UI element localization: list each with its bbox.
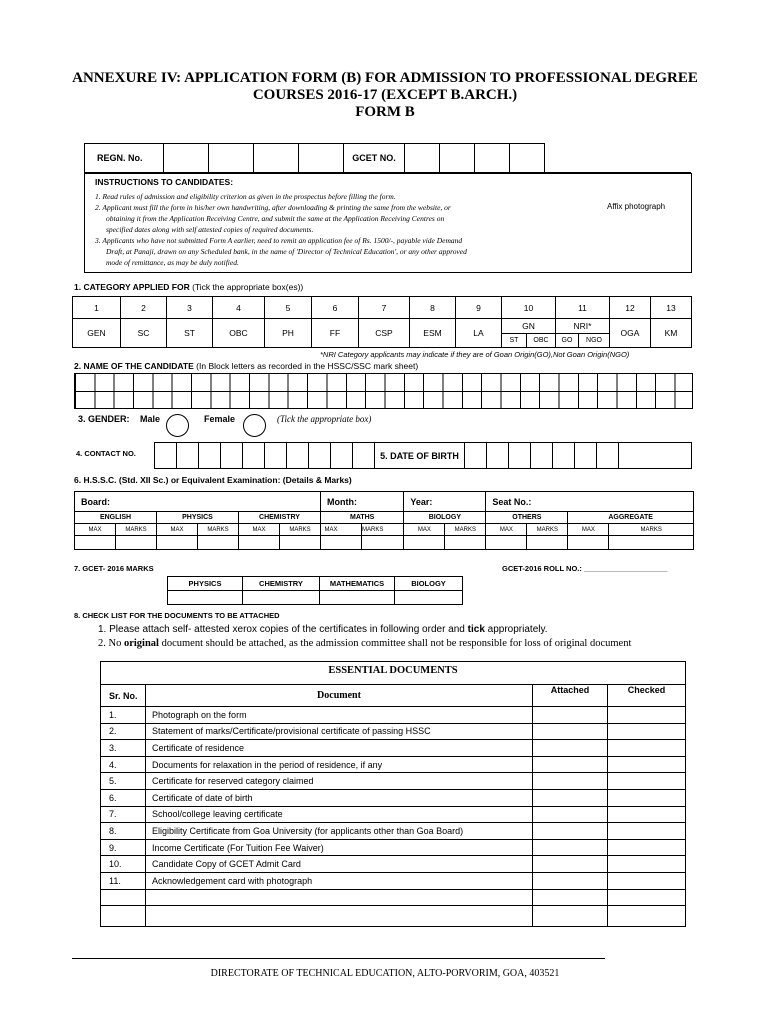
- document-name: Eligibility Certificate from Goa University (for applicants other than Goa Board): [146, 823, 533, 840]
- hssc-cell: [341, 524, 362, 536]
- name-heading: 2. NAME OF THE CANDIDATE (In Block letters as recorded in the HSSC/SSC mark sheet): [74, 361, 419, 371]
- contact-box[interactable]: [199, 443, 221, 469]
- document-attached-checkbox[interactable]: [533, 740, 608, 757]
- instruction-item: mode of remittance, as may be duly notified.: [106, 258, 239, 267]
- name-boxes[interactable]: [74, 373, 693, 409]
- category-number: 7: [359, 297, 410, 319]
- document-name: Certificate of residence: [146, 740, 533, 757]
- document-sr-no: 10.: [101, 856, 146, 873]
- hssc-board[interactable]: Board:: [75, 492, 321, 512]
- hssc-mark-cell[interactable]: [198, 536, 239, 550]
- document-attached-checkbox[interactable]: [533, 707, 608, 724]
- instruction-item: 3. Applicants who have not submitted Form A earlier, need to remit an application fee of Rs. 1500/-, payable vide Demand: [95, 236, 463, 245]
- gcet-subject: BIOLOGY: [395, 577, 463, 591]
- contact-box[interactable]: [331, 443, 353, 469]
- hssc-heading: 6. H.S.S.C. (Std. XII Sc.) or Equivalent Examination: (Details & Marks): [74, 475, 352, 485]
- contact-label: 4. CONTACT NO.: [76, 449, 136, 458]
- document-sr-no: 9.: [101, 839, 146, 856]
- document-checked-checkbox[interactable]: [608, 856, 686, 873]
- document-attached-checkbox[interactable]: [533, 789, 608, 806]
- gender-male-radio[interactable]: [166, 414, 189, 437]
- dob-box[interactable]: [575, 443, 597, 469]
- document-attached-checkbox[interactable]: [533, 889, 608, 906]
- document-attached-checkbox[interactable]: [533, 773, 608, 790]
- document-row: [101, 906, 686, 927]
- hssc-mark-cell[interactable]: [321, 536, 362, 550]
- footer-rule: [72, 958, 605, 959]
- document-attached-checkbox[interactable]: [533, 839, 608, 856]
- dob-box[interactable]: [465, 443, 487, 469]
- document-sr-no: 8.: [101, 823, 146, 840]
- category-la[interactable]: LA: [456, 319, 502, 348]
- contact-box[interactable]: [309, 443, 331, 469]
- document-row: [101, 823, 686, 840]
- hssc-marks-header: MARKS: [609, 524, 694, 536]
- dob-box[interactable]: [509, 443, 531, 469]
- category-number: 2: [121, 297, 167, 319]
- form-title-line2: COURSES 2016-17 (EXCEPT B.ARCH.): [252, 87, 518, 103]
- category-number: 13: [651, 297, 692, 319]
- document-checked-checkbox[interactable]: [608, 906, 686, 927]
- document-row: [101, 773, 686, 790]
- category-number: 4: [213, 297, 265, 319]
- hssc-max-header: MAX: [404, 524, 445, 536]
- contact-box[interactable]: [155, 443, 177, 469]
- document-checked-checkbox[interactable]: [608, 740, 686, 757]
- contact-dob-table: [154, 442, 692, 469]
- document-attached-checkbox[interactable]: [533, 756, 608, 773]
- regn-row: [84, 143, 691, 173]
- document-checked-checkbox[interactable]: [608, 773, 686, 790]
- document-row: [101, 889, 686, 906]
- nri-note: *NRI Category applicants may indicate if they are of Goan Origin(GO),Not Goan Origin(NGO): [320, 350, 630, 359]
- category-gn: GN: [502, 319, 556, 333]
- footer-address: DIRECTORATE OF TECHNICAL EDUCATION, ALTO-PORVORIM, GOA, 403521: [210, 968, 560, 979]
- hssc-year[interactable]: Year:: [404, 492, 486, 512]
- document-name: Statement of marks/Certificate/provisional certificate of passing HSSC: [146, 723, 533, 740]
- hssc-marks-header: MARKS: [116, 524, 157, 536]
- document-name: Certificate for reserved category claimed: [146, 773, 533, 790]
- gcet-marks-label: 7. GCET- 2016 MARKS: [74, 564, 154, 573]
- instruction-item: specified dates along with self attested copies of required documents.: [106, 225, 314, 234]
- document-row: [101, 806, 686, 823]
- category-esm[interactable]: ESM: [410, 319, 456, 348]
- gcet-mark-cell[interactable]: [168, 591, 243, 605]
- hssc-subject: OTHERS: [486, 512, 568, 524]
- hssc-marks-header: MARKS: [445, 524, 486, 536]
- dob-box[interactable]: [531, 443, 553, 469]
- document-sr-no: 1.: [101, 707, 146, 724]
- category-st[interactable]: ST: [167, 319, 213, 348]
- document-checked-checkbox[interactable]: [608, 723, 686, 740]
- document-attached-checkbox[interactable]: [533, 823, 608, 840]
- category-gen[interactable]: GEN: [73, 319, 121, 348]
- category-number: 8: [410, 297, 456, 319]
- document-checked-checkbox[interactable]: [608, 839, 686, 856]
- contact-box[interactable]: [353, 443, 375, 469]
- hssc-mark-cell[interactable]: [280, 536, 321, 550]
- regn-box[interactable]: [164, 144, 209, 173]
- form-title-line1: ANNEXURE IV: APPLICATION FORM (B) FOR ADMISSION TO PROFESSIONAL DEGREE: [72, 70, 698, 86]
- gcet-mark-cell[interactable]: [243, 591, 320, 605]
- document-row: [101, 839, 686, 856]
- document-attached-checkbox[interactable]: [533, 806, 608, 823]
- category-number: 10: [502, 297, 556, 319]
- document-attached-checkbox[interactable]: [533, 856, 608, 873]
- document-sr-no: [101, 889, 146, 906]
- form-title-line3: FORM B: [355, 104, 415, 120]
- gcet-box[interactable]: [440, 144, 475, 173]
- category-number: 12: [610, 297, 651, 319]
- document-checked-checkbox[interactable]: [608, 707, 686, 724]
- hssc-mark-cell[interactable]: [239, 536, 280, 550]
- gcet-label: GCET NO.: [344, 144, 405, 173]
- document-checked-checkbox[interactable]: [608, 823, 686, 840]
- hssc-subject: AGGREGATE: [568, 512, 694, 524]
- dob-box[interactable]: [619, 443, 692, 469]
- regn-box[interactable]: [299, 144, 344, 173]
- category-oga[interactable]: OGA: [610, 319, 651, 348]
- document-name: Candidate Copy of GCET Admit Card: [146, 856, 533, 873]
- document-row: [101, 723, 686, 740]
- category-number: 3: [167, 297, 213, 319]
- dob-box[interactable]: [553, 443, 575, 469]
- document-name: Income Certificate (For Tuition Fee Waiver): [146, 839, 533, 856]
- instruction-item: obtaining it from the Application Receiving Centre, and submit the same at the Application Receiving Centres on: [106, 214, 445, 223]
- instructions-heading: INSTRUCTIONS TO CANDIDATES:: [95, 177, 234, 187]
- hssc-max-header: MAX: [486, 524, 527, 536]
- document-sr-no: [101, 906, 146, 927]
- hssc-mark-cell[interactable]: [157, 536, 198, 550]
- dob-box[interactable]: [487, 443, 509, 469]
- hssc-mark-cell[interactable]: [486, 536, 527, 550]
- hssc-subject: CHEMISTRY: [239, 512, 321, 524]
- category-csp[interactable]: CSP: [359, 319, 410, 348]
- document-attached-checkbox[interactable]: [533, 906, 608, 927]
- document-row: [101, 789, 686, 806]
- hssc-marks-header: MARKS: [198, 524, 239, 536]
- gcet-marks-table: [167, 576, 463, 605]
- essential-documents-title: ESSENTIAL DOCUMENTS: [101, 662, 686, 685]
- document-name: Certificate of date of birth: [146, 789, 533, 806]
- document-attached-checkbox[interactable]: [533, 872, 608, 889]
- document-checked-checkbox[interactable]: [608, 889, 686, 906]
- dob-box[interactable]: [597, 443, 619, 469]
- gender-label: 3. GENDER:: [78, 414, 130, 424]
- category-heading: 1. CATEGORY APPLIED FOR (Tick the appropriate box(es)): [74, 282, 304, 292]
- hssc-max-header: MAX: [157, 524, 198, 536]
- dob-label: 5. DATE OF BIRTH: [375, 443, 465, 469]
- document-row: [101, 740, 686, 757]
- gcet-mark-cell[interactable]: [395, 591, 463, 605]
- hssc-max-header: MAX: [321, 524, 342, 536]
- col-sr-header: Sr. No.: [101, 685, 146, 707]
- hssc-mark-cell[interactable]: [75, 536, 116, 550]
- category-nri-go[interactable]: GO: [556, 333, 579, 347]
- hssc-cell: [383, 524, 404, 536]
- document-checked-checkbox[interactable]: [608, 872, 686, 889]
- checklist-instruction-1: 1. Please attach self- attested xerox copies of the certificates in following order and tick appropriately.: [98, 624, 548, 635]
- contact-box[interactable]: [177, 443, 199, 469]
- category-number: 11: [556, 297, 610, 319]
- category-sc[interactable]: SC: [121, 319, 167, 348]
- instruction-item: 2. Applicant must fill the form in his/her own handwriting, after downloading & printing the same from the website, or: [95, 203, 451, 212]
- gender-male-label: Male: [140, 414, 161, 424]
- photo-placeholder[interactable]: Affix photograph: [607, 202, 666, 211]
- hssc-table: [74, 491, 694, 550]
- gcet-subject: MATHEMATICS: [320, 577, 395, 591]
- gcet-mark-cell[interactable]: [320, 591, 395, 605]
- document-checked-checkbox[interactable]: [608, 806, 686, 823]
- document-checked-checkbox[interactable]: [608, 756, 686, 773]
- col-attached-header: Attached: [533, 685, 608, 707]
- instruction-item: 1. Read rules of admission and eligibility criterion as given in the prospectus before filling the form.: [95, 192, 396, 201]
- document-sr-no: 11.: [101, 872, 146, 889]
- document-name: School/college leaving certificate: [146, 806, 533, 823]
- regn-box[interactable]: [254, 144, 299, 173]
- document-name: Acknowledgement card with photograph: [146, 872, 533, 889]
- contact-box[interactable]: [287, 443, 309, 469]
- regn-label: REGN. No.: [85, 144, 164, 173]
- essential-documents-table: [100, 661, 686, 927]
- document-row: [101, 856, 686, 873]
- gcet-box[interactable]: [475, 144, 510, 173]
- gender-female-radio[interactable]: [243, 414, 266, 437]
- document-name: Documents for relaxation in the period of residence, if any: [146, 756, 533, 773]
- category-nri-ngo[interactable]: NGO: [579, 333, 610, 347]
- contact-box[interactable]: [265, 443, 287, 469]
- checklist-heading: 8. CHECK LIST FOR THE DOCUMENTS TO BE ATTACHED: [74, 611, 280, 620]
- document-sr-no: 4.: [101, 756, 146, 773]
- regn-spacer: [545, 144, 692, 173]
- category-nri: NRI*: [556, 319, 610, 333]
- col-checked-header: Checked: [608, 685, 686, 707]
- document-sr-no: 3.: [101, 740, 146, 757]
- instruction-item: Draft, at Panaji, drawn on any Scheduled bank, in the name of 'Director of Technical Education', or any other approved: [106, 247, 467, 256]
- hssc-mark-cell[interactable]: [568, 536, 609, 550]
- hssc-subject: BIOLOGY: [404, 512, 486, 524]
- document-row: [101, 707, 686, 724]
- hssc-mark-cell[interactable]: [527, 536, 568, 550]
- category-km[interactable]: KM: [651, 319, 692, 348]
- document-attached-checkbox[interactable]: [533, 723, 608, 740]
- document-row: [101, 872, 686, 889]
- category-number: 1: [73, 297, 121, 319]
- hssc-marks-header: MARKS: [362, 524, 384, 536]
- hssc-mark-cell[interactable]: [362, 536, 404, 550]
- hssc-mark-cell[interactable]: [404, 536, 445, 550]
- document-sr-no: 2.: [101, 723, 146, 740]
- category-number: 5: [265, 297, 312, 319]
- hssc-month[interactable]: Month:: [321, 492, 404, 512]
- hssc-marks-header: MARKS: [527, 524, 568, 536]
- category-ff[interactable]: FF: [312, 319, 359, 348]
- hssc-seat[interactable]: Seat No.:: [486, 492, 694, 512]
- category-obc[interactable]: OBC: [213, 319, 265, 348]
- checklist-instruction-2: 2. No original document should be attached, as the admission committee shall not be responsible for loss of original document: [98, 638, 632, 649]
- hssc-max-header: MAX: [568, 524, 609, 536]
- category-table: [72, 296, 692, 348]
- category-number: 9: [456, 297, 502, 319]
- hssc-marks-header: MARKS: [280, 524, 321, 536]
- gender-female-label: Female: [204, 414, 236, 424]
- regn-box[interactable]: [209, 144, 254, 173]
- document-sr-no: 7.: [101, 806, 146, 823]
- gcet-box[interactable]: [510, 144, 545, 173]
- hssc-subject: MATHS: [321, 512, 404, 524]
- gcet-roll-no[interactable]: GCET-2016 ROLL NO.: ____________________: [502, 564, 668, 573]
- category-gn-st[interactable]: ST: [502, 333, 527, 347]
- contact-box[interactable]: [243, 443, 265, 469]
- document-checked-checkbox[interactable]: [608, 789, 686, 806]
- hssc-subject: ENGLISH: [75, 512, 157, 524]
- col-document-header: Document: [146, 685, 533, 707]
- instructions-list: [95, 191, 565, 268]
- hssc-max-header: MAX: [75, 524, 116, 536]
- gender-tick-note: (Tick the appropriate box): [277, 414, 372, 424]
- document-row: [101, 756, 686, 773]
- category-ph[interactable]: PH: [265, 319, 312, 348]
- document-name: [146, 889, 533, 906]
- gcet-subject: PHYSICS: [168, 577, 243, 591]
- document-sr-no: 5.: [101, 773, 146, 790]
- contact-box[interactable]: [221, 443, 243, 469]
- hssc-max-header: MAX: [239, 524, 280, 536]
- hssc-subject: PHYSICS: [157, 512, 239, 524]
- gcet-box[interactable]: [405, 144, 440, 173]
- instructions-box: [84, 173, 692, 273]
- hssc-mark-cell[interactable]: [116, 536, 157, 550]
- category-gn-obc[interactable]: OBC: [527, 333, 556, 347]
- hssc-mark-cell[interactable]: [445, 536, 486, 550]
- gcet-subject: CHEMISTRY: [243, 577, 320, 591]
- document-sr-no: 6.: [101, 789, 146, 806]
- document-name: Photograph on the form: [146, 707, 533, 724]
- hssc-mark-cell[interactable]: [609, 536, 694, 550]
- document-name: [146, 906, 533, 927]
- category-number: 6: [312, 297, 359, 319]
